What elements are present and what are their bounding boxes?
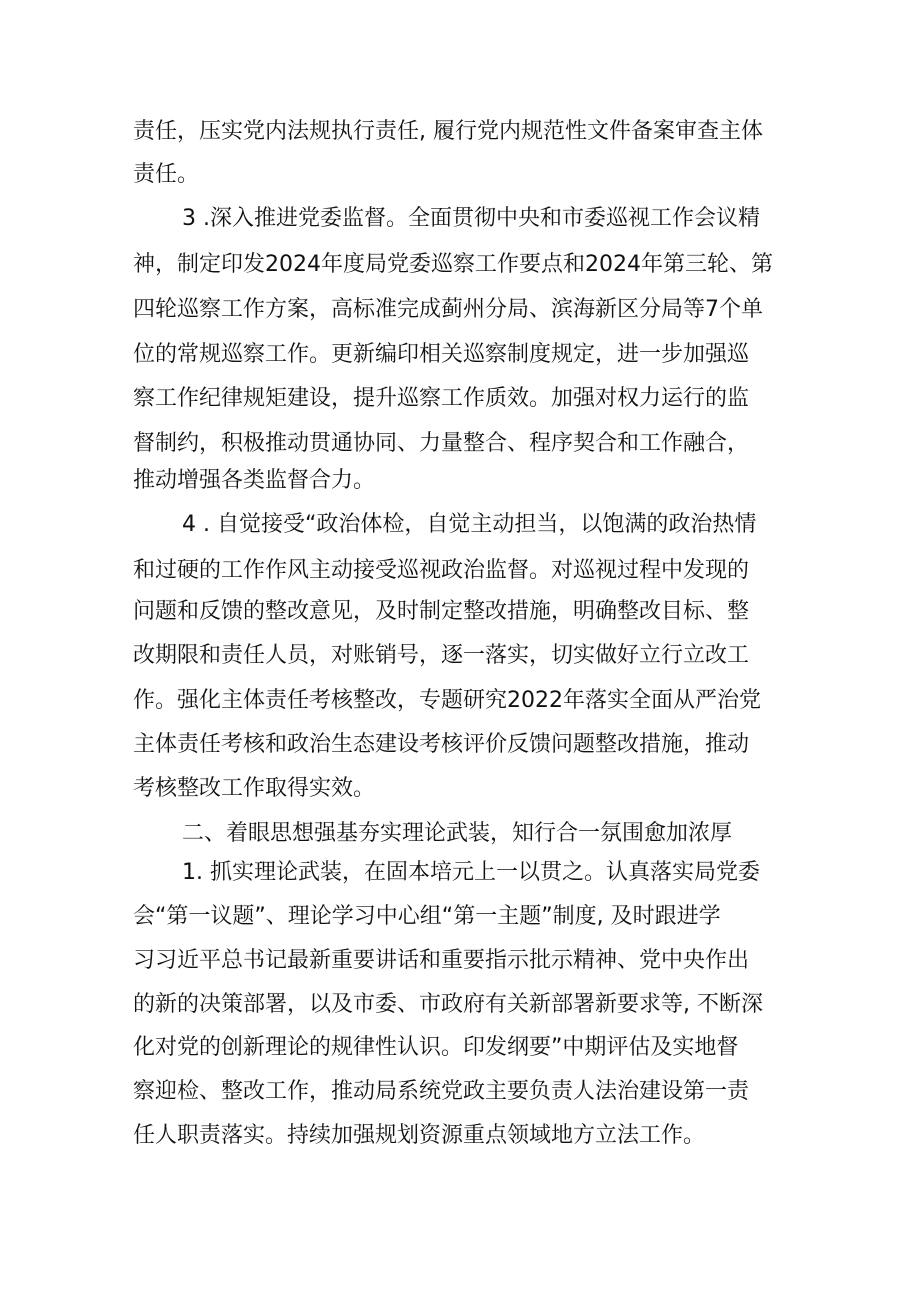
paragraph-1-heading: 1. 抓实理论武装，在固本培元上一以贯之。认真落实局党委 (182, 860, 760, 885)
text-line: 和过硬的工作作风主动接受巡视政治监督。对巡视过程中发现的 (133, 558, 750, 583)
text-line: 察迎检、整改工作，推动局系统党政主要负责人法治建设第一责 (133, 1079, 750, 1104)
text-line: 问题和反馈的整改意见，及时制定整改措施，明确整改目标、整 (133, 599, 750, 624)
text-line: 习习近平总书记最新重要讲话和重要指示批示精神、党中央作出 (133, 948, 750, 973)
text-line: 责任，压实党内法规执行责任, 履行党内规范性文件备案审查主体 (133, 119, 763, 144)
text-line: 的新的决策部署，以及市委、市政府有关新部署新要求等, 不断深 (133, 992, 763, 1017)
text-line: 化对党的创新理论的规律性认识。印发纲要”中期评估及实地督 (133, 1035, 739, 1060)
text-line: 神，制定印发2024年度局党委巡察工作要点和2024年第三轮、第 (133, 252, 773, 277)
text-line: 推动增强各类监督合力。 (133, 468, 376, 493)
text-line: 改期限和责任人员，对账销号，逐一落实，切实做好立行立改工 (133, 643, 750, 668)
text-line: 察工作纪律规矩建设，提升巡察工作质效。加强对权力运行的监 (133, 386, 750, 411)
text-line: 会“第一议题”、理论学习中心组“第一主题”制度, 及时跟进学 (133, 904, 721, 929)
paragraph-4-heading: 4 . 自觉接受“政治体检，自觉主动担当，以饱满的政治热情 (182, 512, 757, 537)
text-line: 四轮巡察工作方案，高标准完成蓟州分局、滨海新区分局等7个单 (133, 297, 763, 322)
text-line: 主体责任考核和政治生态建设考核评价反馈问题整改措施，推动 (133, 732, 750, 757)
text-line: 任人职责落实。持续加强规划资源重点领域地方立法工作。 (133, 1123, 706, 1148)
paragraph-3-heading: 3 .深入推进党委监督。全面贯彻中央和市委巡视工作会议精 (182, 206, 760, 231)
text-line: 督制约，积极推动贯通协同、力量整合、程序契合和工作融合， (133, 431, 750, 456)
text-line: 考核整改工作取得实效。 (133, 776, 376, 801)
text-line: 作。强化主体责任考核整改，专题研究2022年落实全面从严治党 (133, 688, 761, 713)
text-line: 责任。 (133, 162, 200, 187)
text-line: 位的常规巡察工作。更新编印相关巡察制度规定，进一步加强巡 (133, 342, 750, 367)
section-heading: 二、着眼思想强基夯实理论武装，知行合一氛围愈加浓厚 (182, 821, 733, 846)
